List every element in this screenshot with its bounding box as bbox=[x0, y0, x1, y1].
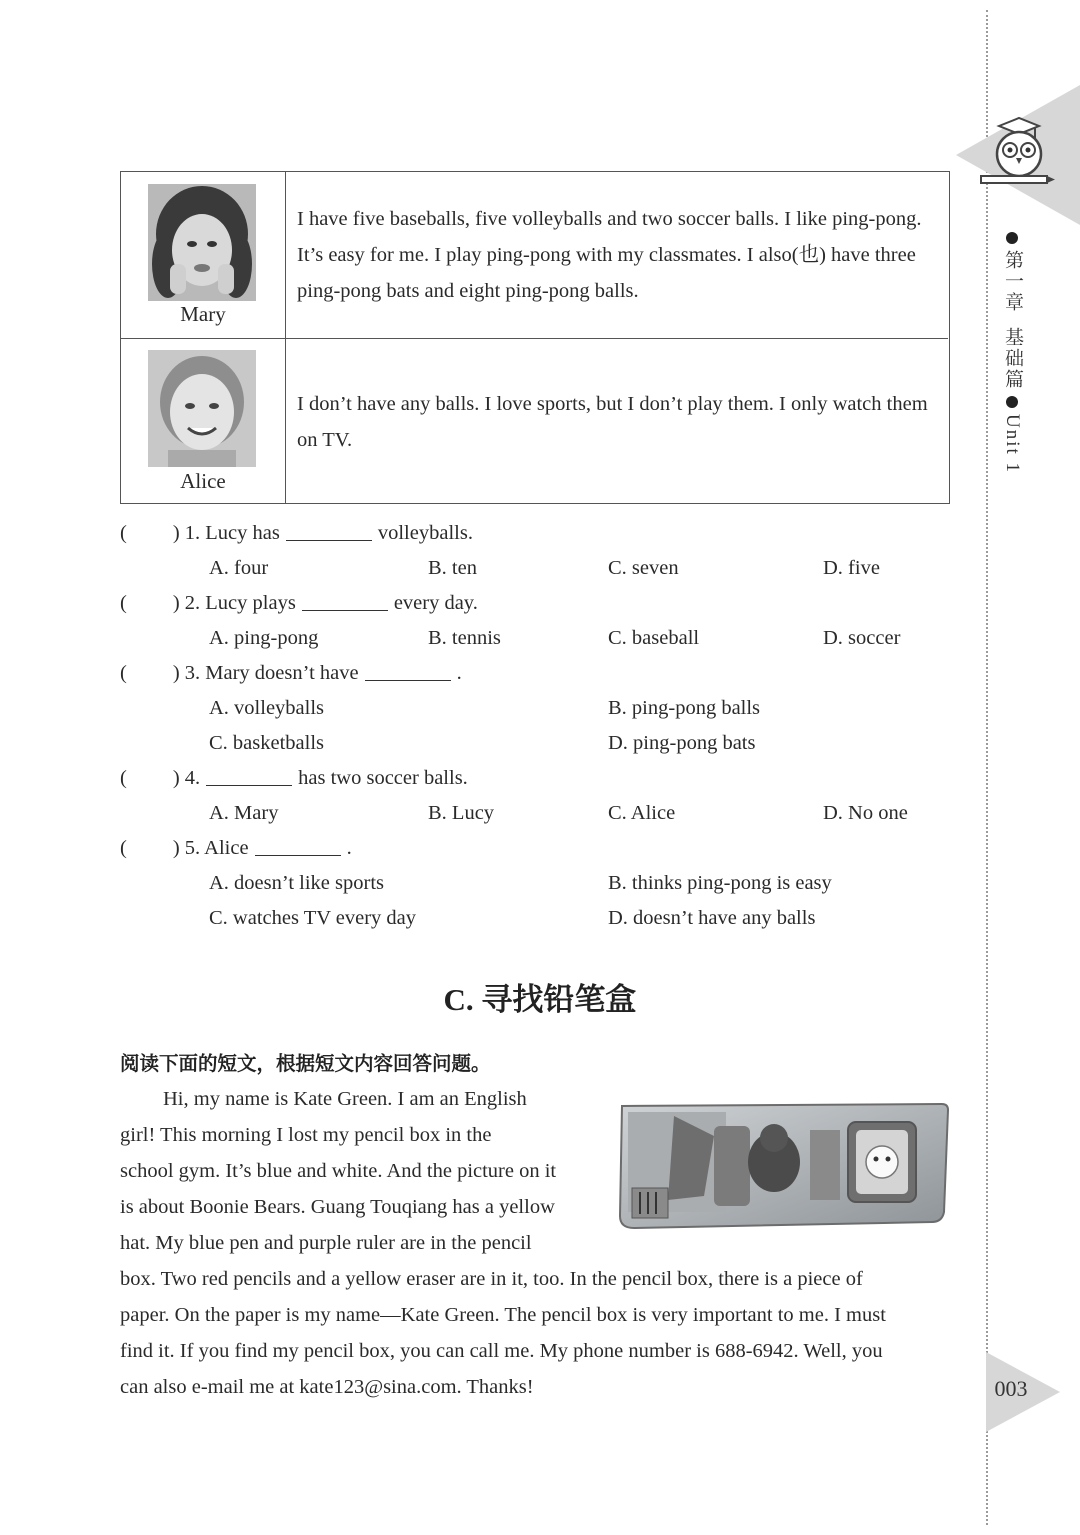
page-number: 003 bbox=[994, 1376, 1028, 1401]
answer-paren-open: ( bbox=[120, 592, 127, 614]
question-number: ) 3. bbox=[172, 662, 201, 684]
pencil-box-picture bbox=[614, 1100, 950, 1230]
option-b[interactable]: B. tennis bbox=[428, 627, 501, 649]
bullet-dot-icon bbox=[1006, 232, 1018, 244]
passage-line: is about Boonie Bears. Guang Touqiang has a yellow bbox=[120, 1196, 555, 1218]
passage-line: box. Two red pencils and a yellow eraser are in it, too. In the pencil box, there is a piece of bbox=[120, 1268, 863, 1290]
option-d[interactable]: D. doesn’t have any balls bbox=[608, 907, 816, 929]
question-5 bbox=[120, 837, 352, 860]
option-a[interactable]: A. ping-pong bbox=[209, 627, 319, 649]
chapter-label: 第一章 bbox=[1001, 250, 1024, 313]
passage-line: hat. My blue pen and purple ruler are in the pencil bbox=[120, 1232, 532, 1254]
option-d[interactable]: D. ping-pong bats bbox=[608, 732, 756, 754]
option-a[interactable]: A. doesn’t like sports bbox=[209, 872, 385, 894]
answer-paren-open: ( bbox=[120, 662, 127, 684]
person-statement: I don’t have any balls. I love sports, but I don’t play them. I only watch them on TV. bbox=[297, 393, 928, 451]
question-number: ) 5. bbox=[172, 837, 201, 859]
option-a[interactable]: A. volleyballs bbox=[209, 697, 325, 719]
column-divider bbox=[285, 339, 286, 503]
option-b[interactable]: B. thinks ping-pong is easy bbox=[608, 872, 832, 894]
question-number: ) 2. bbox=[172, 592, 201, 614]
question-text: Lucy has bbox=[205, 522, 280, 544]
alice-photo bbox=[148, 350, 256, 467]
section-instruction: 阅读下面的短文，根据短文内容回答问题。 bbox=[120, 1052, 491, 1075]
person-name: Mary bbox=[180, 302, 226, 326]
question-3 bbox=[120, 662, 462, 685]
option-b[interactable]: B. ping-pong balls bbox=[608, 697, 761, 719]
option-b[interactable]: B. ten bbox=[428, 557, 477, 579]
passage-line: girl! This morning I lost my pencil box in the bbox=[120, 1124, 492, 1146]
option-c[interactable]: C. seven bbox=[608, 557, 679, 579]
passage-line: school gym. It’s blue and white. And the picture on it bbox=[120, 1160, 557, 1182]
passage-line: paper. On the paper is my name—Kate Green. The pencil box is very important to me. I must bbox=[120, 1304, 886, 1326]
question-text: . bbox=[346, 837, 352, 859]
option-c[interactable]: C. basketballs bbox=[209, 732, 325, 754]
question-number: ) 4. bbox=[172, 767, 201, 789]
fill-blank[interactable] bbox=[286, 522, 372, 541]
option-b[interactable]: B. Lucy bbox=[428, 802, 495, 824]
column-divider bbox=[285, 172, 286, 338]
answer-paren-open: ( bbox=[120, 522, 127, 544]
question-text: volleyballs. bbox=[377, 522, 473, 544]
answer-paren-open: ( bbox=[120, 837, 127, 859]
answer-paren-open: ( bbox=[120, 767, 127, 789]
table-row bbox=[121, 172, 948, 339]
passage-line: Hi, my name is Kate Green. I am an English bbox=[163, 1088, 527, 1110]
table-row bbox=[121, 339, 948, 503]
question-number: ) 1. bbox=[172, 522, 201, 544]
unit-label: Unit 1 bbox=[1001, 414, 1023, 475]
bullet-dot-icon bbox=[1006, 396, 1018, 408]
fill-blank[interactable] bbox=[365, 662, 451, 681]
question-text: every day. bbox=[393, 592, 478, 614]
fill-blank[interactable] bbox=[255, 837, 341, 856]
passage-line: find it. If you find my pencil box, you can call me. My phone number is 688-6942. Well, you bbox=[120, 1340, 883, 1362]
option-a[interactable]: A. Mary bbox=[209, 802, 279, 824]
question-text: Mary doesn’t have bbox=[205, 662, 359, 684]
person-statement: I have five baseballs, five volleyballs and two soccer balls. I like ping-pong. It’s easy for me. I play ping-pong with my classmates. I also(也) have three ping-pong bats and eight ping-pong balls. bbox=[297, 208, 922, 302]
question-text: Alice bbox=[204, 837, 249, 859]
option-c[interactable]: C. baseball bbox=[608, 627, 700, 649]
people-table bbox=[120, 171, 950, 504]
option-d[interactable]: D. soccer bbox=[823, 627, 901, 649]
margin-dotted-line bbox=[986, 10, 988, 1525]
question-text: . bbox=[456, 662, 462, 684]
question-2 bbox=[120, 592, 478, 615]
section-title: C. 寻找铅笔盒 bbox=[443, 982, 637, 1017]
fill-blank[interactable] bbox=[302, 592, 388, 611]
question-text: Lucy plays bbox=[205, 592, 296, 614]
option-d[interactable]: D. No one bbox=[823, 802, 908, 824]
mary-photo bbox=[148, 184, 256, 301]
owl-mascot-icon bbox=[975, 112, 1057, 192]
fill-blank[interactable] bbox=[206, 767, 292, 786]
chapter-side-label bbox=[999, 230, 1025, 474]
option-d[interactable]: D. five bbox=[823, 557, 880, 579]
question-text: has two soccer balls. bbox=[298, 767, 468, 789]
section-label: 基础篇 bbox=[1001, 327, 1024, 390]
question-4 bbox=[120, 767, 468, 790]
person-name: Alice bbox=[180, 469, 226, 493]
passage-line: can also e-mail me at kate123@sina.com. Thanks! bbox=[120, 1376, 534, 1398]
question-1 bbox=[120, 522, 473, 545]
option-c[interactable]: C. watches TV every day bbox=[209, 907, 417, 929]
option-c[interactable]: C. Alice bbox=[608, 802, 676, 824]
option-a[interactable]: A. four bbox=[209, 557, 269, 579]
